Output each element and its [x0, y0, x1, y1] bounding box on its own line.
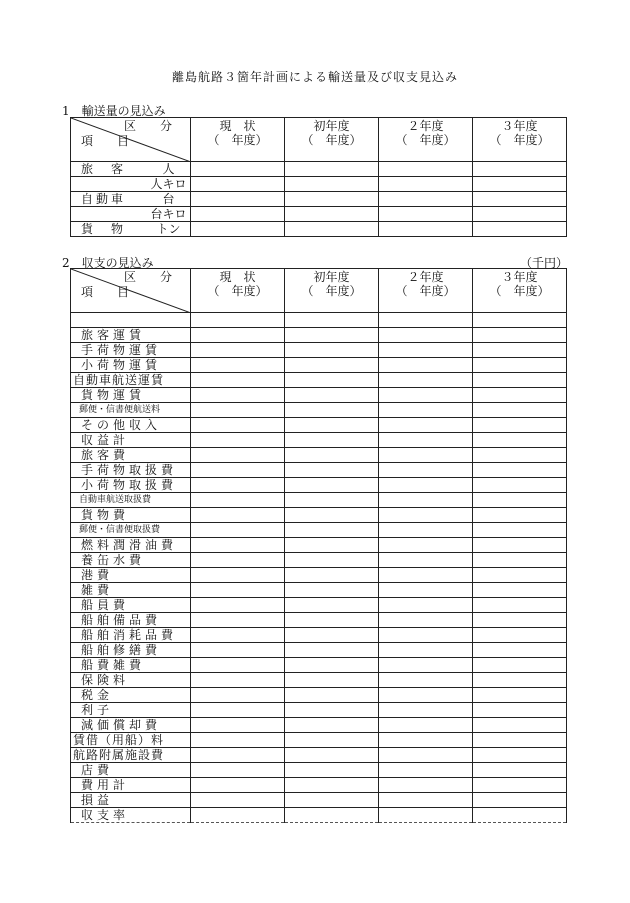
row-label: 利子 [71, 703, 191, 718]
data-cell[interactable] [379, 673, 473, 688]
data-cell[interactable] [473, 222, 567, 237]
data-cell[interactable] [473, 538, 567, 553]
data-cell[interactable] [191, 388, 285, 403]
data-cell[interactable] [285, 343, 379, 358]
row-label: 郵便・信書便航送料 [71, 403, 191, 418]
row-label: 収支率 [71, 808, 191, 823]
data-cell[interactable] [191, 793, 285, 808]
data-cell[interactable] [285, 493, 379, 508]
row-label: 船員費 [71, 598, 191, 613]
data-cell[interactable] [285, 403, 379, 418]
table-row [71, 613, 567, 628]
data-cell[interactable] [473, 358, 567, 373]
data-cell[interactable] [379, 808, 473, 823]
data-cell[interactable] [379, 568, 473, 583]
row-label: 自動車航送運賃 [71, 373, 191, 388]
data-cell[interactable] [473, 703, 567, 718]
data-cell[interactable] [473, 658, 567, 673]
row-label-cell [71, 177, 191, 192]
data-cell[interactable] [285, 177, 379, 192]
data-cell[interactable] [191, 568, 285, 583]
data-cell[interactable] [473, 673, 567, 688]
column-header: ２年度 （ 年度） [379, 269, 473, 313]
data-cell[interactable] [473, 718, 567, 733]
data-cell[interactable] [191, 583, 285, 598]
data-cell[interactable] [473, 177, 567, 192]
data-cell[interactable] [191, 418, 285, 433]
data-cell[interactable] [473, 583, 567, 598]
data-cell[interactable] [191, 778, 285, 793]
data-cell[interactable] [191, 463, 285, 478]
data-cell[interactable] [473, 688, 567, 703]
table-row [71, 718, 567, 733]
data-cell[interactable] [285, 613, 379, 628]
row-label: 旅客運賃 [71, 328, 191, 343]
data-cell[interactable] [473, 508, 567, 523]
column-header: 初年度 （ 年度） [285, 118, 379, 162]
table-row [71, 463, 567, 478]
data-cell[interactable] [379, 598, 473, 613]
data-cell[interactable] [191, 222, 285, 237]
data-cell[interactable] [379, 177, 473, 192]
data-cell[interactable] [285, 358, 379, 373]
data-cell[interactable] [379, 778, 473, 793]
data-cell[interactable] [285, 448, 379, 463]
table-row [71, 523, 567, 538]
data-cell[interactable] [285, 478, 379, 493]
income-expense-table [70, 268, 567, 823]
section-2-heading: 2 収支の見込み [62, 256, 154, 270]
table-row [71, 222, 567, 237]
table-row [71, 628, 567, 643]
row-label-cell [71, 207, 191, 222]
row-label: 船舶消耗品費 [71, 628, 191, 643]
data-cell[interactable] [379, 733, 473, 748]
row-label: 養缶水費 [71, 553, 191, 568]
data-cell[interactable] [473, 162, 567, 177]
data-cell[interactable] [379, 553, 473, 568]
table-row [71, 433, 567, 448]
data-cell[interactable] [191, 748, 285, 763]
row-label: 小荷物運賃 [71, 358, 191, 373]
row-label: 収益計 [71, 433, 191, 448]
data-cell[interactable] [285, 718, 379, 733]
data-cell[interactable] [191, 162, 285, 177]
row-label: 雑費 [71, 583, 191, 598]
data-cell[interactable] [379, 448, 473, 463]
table-row [71, 343, 567, 358]
data-cell[interactable] [191, 763, 285, 778]
data-cell[interactable] [473, 388, 567, 403]
data-cell[interactable] [379, 478, 473, 493]
table-row [71, 192, 567, 207]
table-row [71, 643, 567, 658]
unit-label: 人キロ [150, 177, 187, 191]
group-label [71, 177, 147, 191]
data-cell[interactable] [473, 793, 567, 808]
data-cell[interactable] [191, 628, 285, 643]
row-label: 港費 [71, 568, 191, 583]
data-cell[interactable] [285, 222, 379, 237]
row-label: 貨物費 [71, 508, 191, 523]
data-cell[interactable] [473, 808, 567, 823]
column-header: 初年度 （ 年度） [285, 269, 379, 313]
data-cell[interactable] [379, 523, 473, 538]
data-cell[interactable] [473, 403, 567, 418]
data-cell[interactable] [285, 793, 379, 808]
row-label: 船費雑費 [71, 658, 191, 673]
data-cell[interactable] [285, 508, 379, 523]
data-cell[interactable] [191, 493, 285, 508]
data-cell[interactable] [191, 808, 285, 823]
data-cell[interactable] [285, 373, 379, 388]
data-cell[interactable] [379, 628, 473, 643]
data-cell[interactable] [285, 463, 379, 478]
data-cell[interactable] [285, 673, 379, 688]
unit-label: 人 [162, 162, 175, 176]
data-cell[interactable] [191, 207, 285, 222]
data-cell[interactable] [191, 598, 285, 613]
data-cell[interactable] [285, 703, 379, 718]
data-cell[interactable] [285, 778, 379, 793]
data-cell[interactable] [191, 538, 285, 553]
table-row [71, 328, 567, 343]
table-row [71, 568, 567, 583]
data-cell[interactable] [473, 328, 567, 343]
row-label: 燃料潤滑油費 [71, 538, 191, 553]
data-cell[interactable] [285, 207, 379, 222]
data-cell[interactable] [473, 192, 567, 207]
row-label: 航路附属施設費 [71, 748, 191, 763]
data-cell[interactable] [473, 598, 567, 613]
data-cell[interactable] [379, 388, 473, 403]
data-cell[interactable] [285, 538, 379, 553]
table-header-corner [71, 118, 191, 162]
data-cell[interactable] [285, 658, 379, 673]
table-row [71, 703, 567, 718]
data-cell[interactable] [379, 583, 473, 598]
unit-label: 台キロ [150, 207, 187, 221]
row-label: 賃借（用船）料 [71, 733, 191, 748]
row-label: 船舶備品費 [71, 613, 191, 628]
row-label: 手荷物取扱費 [71, 463, 191, 478]
data-cell[interactable] [379, 343, 473, 358]
table-row [71, 162, 567, 177]
data-cell[interactable] [285, 628, 379, 643]
group-label: 貨 物 [81, 222, 127, 236]
row-label: 船舶修繕費 [71, 643, 191, 658]
data-cell[interactable] [379, 613, 473, 628]
row-label: 旅客費 [71, 448, 191, 463]
data-cell[interactable] [285, 643, 379, 658]
row-label-cell [71, 162, 191, 177]
data-cell[interactable] [285, 733, 379, 748]
header-koumoku: 項 目 [81, 134, 136, 148]
data-cell[interactable] [473, 628, 567, 643]
table-row [71, 658, 567, 673]
table-row [71, 778, 567, 793]
data-cell[interactable] [191, 343, 285, 358]
group-label: 旅 客 [81, 162, 127, 176]
data-cell[interactable] [285, 418, 379, 433]
row-label: 店費 [71, 763, 191, 778]
table-row [71, 763, 567, 778]
data-cell[interactable] [191, 658, 285, 673]
data-cell[interactable] [379, 433, 473, 448]
data-cell[interactable] [473, 493, 567, 508]
data-cell[interactable] [191, 643, 285, 658]
table-row [71, 177, 567, 192]
table-row [71, 508, 567, 523]
data-cell[interactable] [191, 703, 285, 718]
data-cell[interactable] [473, 553, 567, 568]
data-cell[interactable] [379, 718, 473, 733]
table-row [71, 538, 567, 553]
transport-volume-table [70, 117, 567, 237]
data-cell[interactable] [285, 162, 379, 177]
row-label: 保険料 [71, 673, 191, 688]
data-cell[interactable] [191, 508, 285, 523]
data-cell[interactable] [191, 553, 285, 568]
row-label: 小荷物取扱費 [71, 478, 191, 493]
data-cell[interactable] [379, 643, 473, 658]
data-cell[interactable] [379, 222, 473, 237]
data-cell[interactable] [285, 328, 379, 343]
data-cell[interactable] [473, 568, 567, 583]
table-row [71, 748, 567, 763]
data-cell[interactable] [379, 373, 473, 388]
data-cell[interactable] [191, 733, 285, 748]
data-cell[interactable] [379, 207, 473, 222]
data-cell[interactable] [285, 523, 379, 538]
data-cell[interactable] [473, 463, 567, 478]
table-row [71, 388, 567, 403]
data-cell[interactable] [285, 388, 379, 403]
row-label: 手荷物運賃 [71, 343, 191, 358]
data-cell[interactable] [285, 568, 379, 583]
unit-label: 台 [162, 192, 175, 206]
data-cell[interactable] [191, 373, 285, 388]
data-cell[interactable] [379, 508, 473, 523]
table-row [71, 448, 567, 463]
unit-label: トン [156, 222, 181, 236]
data-cell[interactable] [191, 673, 285, 688]
table-row [71, 418, 567, 433]
data-cell[interactable] [379, 403, 473, 418]
table-row [71, 358, 567, 373]
data-cell[interactable] [379, 192, 473, 207]
data-cell[interactable] [191, 523, 285, 538]
row-label-cell [71, 192, 191, 207]
column-header: ３年度 （ 年度） [473, 269, 567, 313]
data-cell[interactable] [379, 538, 473, 553]
data-cell[interactable] [379, 793, 473, 808]
data-cell[interactable] [379, 763, 473, 778]
data-cell[interactable] [191, 448, 285, 463]
data-cell[interactable] [473, 643, 567, 658]
data-cell[interactable] [473, 523, 567, 538]
data-cell[interactable] [473, 478, 567, 493]
unit-label: （千円） [519, 256, 568, 270]
table-row [71, 493, 567, 508]
table-row [71, 808, 567, 823]
data-cell[interactable] [473, 733, 567, 748]
column-header: ３年度 （ 年度） [473, 118, 567, 162]
table-row [71, 793, 567, 808]
table-row [71, 403, 567, 418]
group-label [71, 207, 147, 221]
row-label: 損益 [71, 793, 191, 808]
data-cell[interactable] [379, 658, 473, 673]
header-kubun: 区 分 [123, 119, 178, 133]
data-cell[interactable] [379, 748, 473, 763]
header-kubun: 区 分 [123, 270, 178, 284]
table-row [71, 553, 567, 568]
table-row [71, 688, 567, 703]
data-cell[interactable] [285, 598, 379, 613]
data-cell[interactable] [473, 748, 567, 763]
table-row [71, 373, 567, 388]
table-row [71, 583, 567, 598]
data-cell[interactable] [191, 613, 285, 628]
data-cell[interactable] [191, 358, 285, 373]
row-label: 自動車航送取扱費 [71, 493, 191, 508]
column-header: ２年度 （ 年度） [379, 118, 473, 162]
data-cell[interactable] [473, 448, 567, 463]
data-cell[interactable] [191, 688, 285, 703]
data-cell[interactable] [379, 493, 473, 508]
data-cell[interactable] [285, 433, 379, 448]
column-header: 現 状 （ 年度） [191, 269, 285, 313]
data-cell[interactable] [285, 553, 379, 568]
data-cell[interactable] [191, 433, 285, 448]
group-label: 自動車 [81, 192, 127, 206]
data-cell[interactable] [379, 703, 473, 718]
page-title: 離島航路３箇年計画による輸送量及び収支見込み [171, 70, 458, 84]
column-header: 現 状 （ 年度） [191, 118, 285, 162]
data-cell[interactable] [473, 613, 567, 628]
data-cell[interactable] [379, 418, 473, 433]
table-header-corner [71, 269, 191, 313]
row-label: 貨物運賃 [71, 388, 191, 403]
data-cell[interactable] [191, 192, 285, 207]
data-cell[interactable] [285, 763, 379, 778]
data-cell[interactable] [191, 328, 285, 343]
data-cell[interactable] [191, 403, 285, 418]
row-label-cell [71, 222, 191, 237]
table-row [71, 733, 567, 748]
data-cell[interactable] [379, 358, 473, 373]
data-cell[interactable] [473, 433, 567, 448]
data-cell[interactable] [473, 373, 567, 388]
row-label: その他収入 [71, 418, 191, 433]
data-cell[interactable] [285, 688, 379, 703]
data-cell[interactable] [285, 808, 379, 823]
data-cell[interactable] [191, 718, 285, 733]
data-cell[interactable] [473, 418, 567, 433]
data-cell[interactable] [285, 583, 379, 598]
section-1-heading: 1 輸送量の見込み [62, 104, 166, 118]
table-row [71, 598, 567, 613]
row-label: 郵便・信書便取扱費 [71, 523, 191, 538]
data-cell[interactable] [473, 207, 567, 222]
row-label: 税金 [71, 688, 191, 703]
table-row [71, 207, 567, 222]
data-cell[interactable] [191, 478, 285, 493]
table-row [71, 673, 567, 688]
data-cell[interactable] [379, 463, 473, 478]
data-cell[interactable] [473, 778, 567, 793]
data-cell[interactable] [379, 328, 473, 343]
data-cell[interactable] [191, 177, 285, 192]
data-cell[interactable] [473, 343, 567, 358]
data-cell[interactable] [473, 763, 567, 778]
data-cell[interactable] [379, 688, 473, 703]
data-cell[interactable] [285, 192, 379, 207]
data-cell[interactable] [379, 162, 473, 177]
data-cell[interactable] [285, 748, 379, 763]
table-row [71, 478, 567, 493]
row-label: 費用計 [71, 778, 191, 793]
header-koumoku: 項 目 [81, 285, 136, 299]
row-label: 減価償却費 [71, 718, 191, 733]
